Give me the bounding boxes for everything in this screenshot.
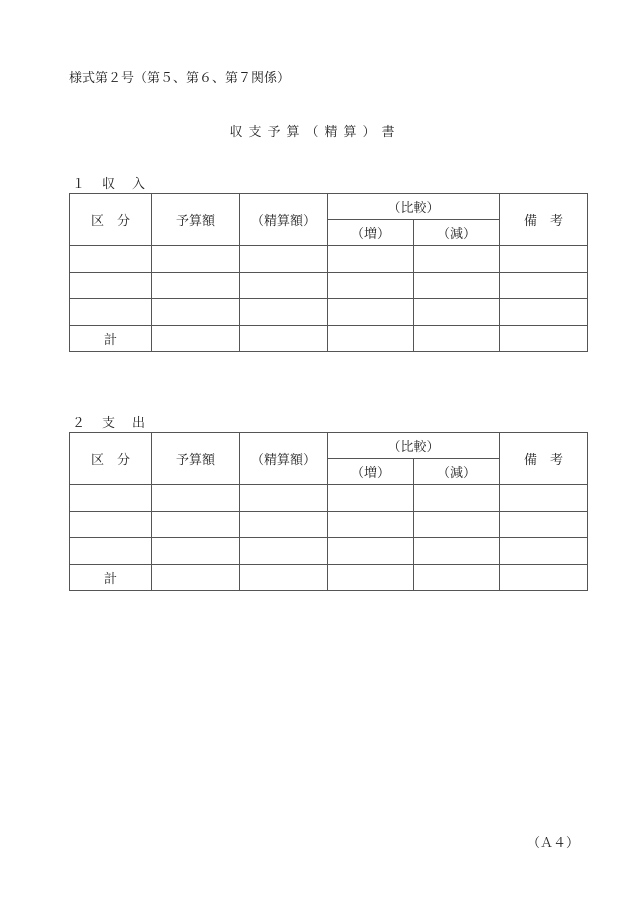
cell[interactable] xyxy=(500,325,588,352)
paper-size-label: （Ａ４） xyxy=(527,836,580,851)
total-label: 計 xyxy=(70,325,152,352)
cell[interactable] xyxy=(152,325,240,352)
table-row xyxy=(70,246,588,273)
header-remarks: 備 考 xyxy=(500,433,588,485)
header-budget: 予算額 xyxy=(152,194,240,246)
total-label: 計 xyxy=(70,564,152,591)
header-comparison: （比較） xyxy=(328,194,500,220)
document-title: 収支予算（精算）書 xyxy=(229,125,401,140)
cell[interactable] xyxy=(240,272,328,299)
cell[interactable] xyxy=(500,246,588,273)
cell[interactable] xyxy=(152,246,240,273)
cell[interactable] xyxy=(240,246,328,273)
cell[interactable] xyxy=(414,538,500,565)
table-row xyxy=(70,299,588,326)
cell[interactable] xyxy=(414,299,500,326)
cell[interactable] xyxy=(500,299,588,326)
income-table xyxy=(69,193,588,352)
cell[interactable] xyxy=(152,511,240,538)
header-category: 区 分 xyxy=(70,194,152,246)
cell[interactable] xyxy=(70,246,152,273)
header-increase: （増） xyxy=(328,459,414,485)
cell[interactable] xyxy=(70,511,152,538)
header-settlement: （精算額） xyxy=(240,433,328,485)
cell[interactable] xyxy=(152,564,240,591)
header-budget: 予算額 xyxy=(152,433,240,485)
cell[interactable] xyxy=(328,564,414,591)
cell[interactable] xyxy=(70,538,152,565)
cell[interactable] xyxy=(240,564,328,591)
cell[interactable] xyxy=(414,564,500,591)
cell[interactable] xyxy=(500,272,588,299)
form-number: 様式第２号（第５、第６、第７関係） xyxy=(69,71,291,86)
cell[interactable] xyxy=(328,272,414,299)
cell[interactable] xyxy=(70,485,152,512)
cell[interactable] xyxy=(152,299,240,326)
cell[interactable] xyxy=(152,272,240,299)
header-category: 区 分 xyxy=(70,433,152,485)
section-heading-income: １ 収 入 xyxy=(72,177,148,192)
cell[interactable] xyxy=(70,272,152,299)
cell[interactable] xyxy=(414,325,500,352)
header-comparison: （比較） xyxy=(328,433,500,459)
cell[interactable] xyxy=(328,538,414,565)
header-decrease: （減） xyxy=(414,220,500,246)
cell[interactable] xyxy=(500,564,588,591)
cell[interactable] xyxy=(500,511,588,538)
cell[interactable] xyxy=(328,246,414,273)
total-row xyxy=(70,325,588,352)
cell[interactable] xyxy=(414,511,500,538)
cell[interactable] xyxy=(414,485,500,512)
section-heading-expenditure: ２ 支 出 xyxy=(72,416,148,431)
header-increase: （増） xyxy=(328,220,414,246)
cell[interactable] xyxy=(500,538,588,565)
cell[interactable] xyxy=(152,538,240,565)
cell[interactable] xyxy=(328,511,414,538)
cell[interactable] xyxy=(240,511,328,538)
header-settlement: （精算額） xyxy=(240,194,328,246)
total-row xyxy=(70,564,588,591)
table-row xyxy=(70,538,588,565)
cell[interactable] xyxy=(240,538,328,565)
header-decrease: （減） xyxy=(414,459,500,485)
cell[interactable] xyxy=(240,325,328,352)
cell[interactable] xyxy=(500,485,588,512)
cell[interactable] xyxy=(240,299,328,326)
cell[interactable] xyxy=(328,485,414,512)
cell[interactable] xyxy=(328,299,414,326)
cell[interactable] xyxy=(152,485,240,512)
cell[interactable] xyxy=(414,246,500,273)
table-row xyxy=(70,511,588,538)
cell[interactable] xyxy=(240,485,328,512)
cell[interactable] xyxy=(414,272,500,299)
cell[interactable] xyxy=(70,299,152,326)
cell[interactable] xyxy=(328,325,414,352)
table-row xyxy=(70,272,588,299)
table-row xyxy=(70,485,588,512)
expenditure-table xyxy=(69,432,588,591)
header-remarks: 備 考 xyxy=(500,194,588,246)
